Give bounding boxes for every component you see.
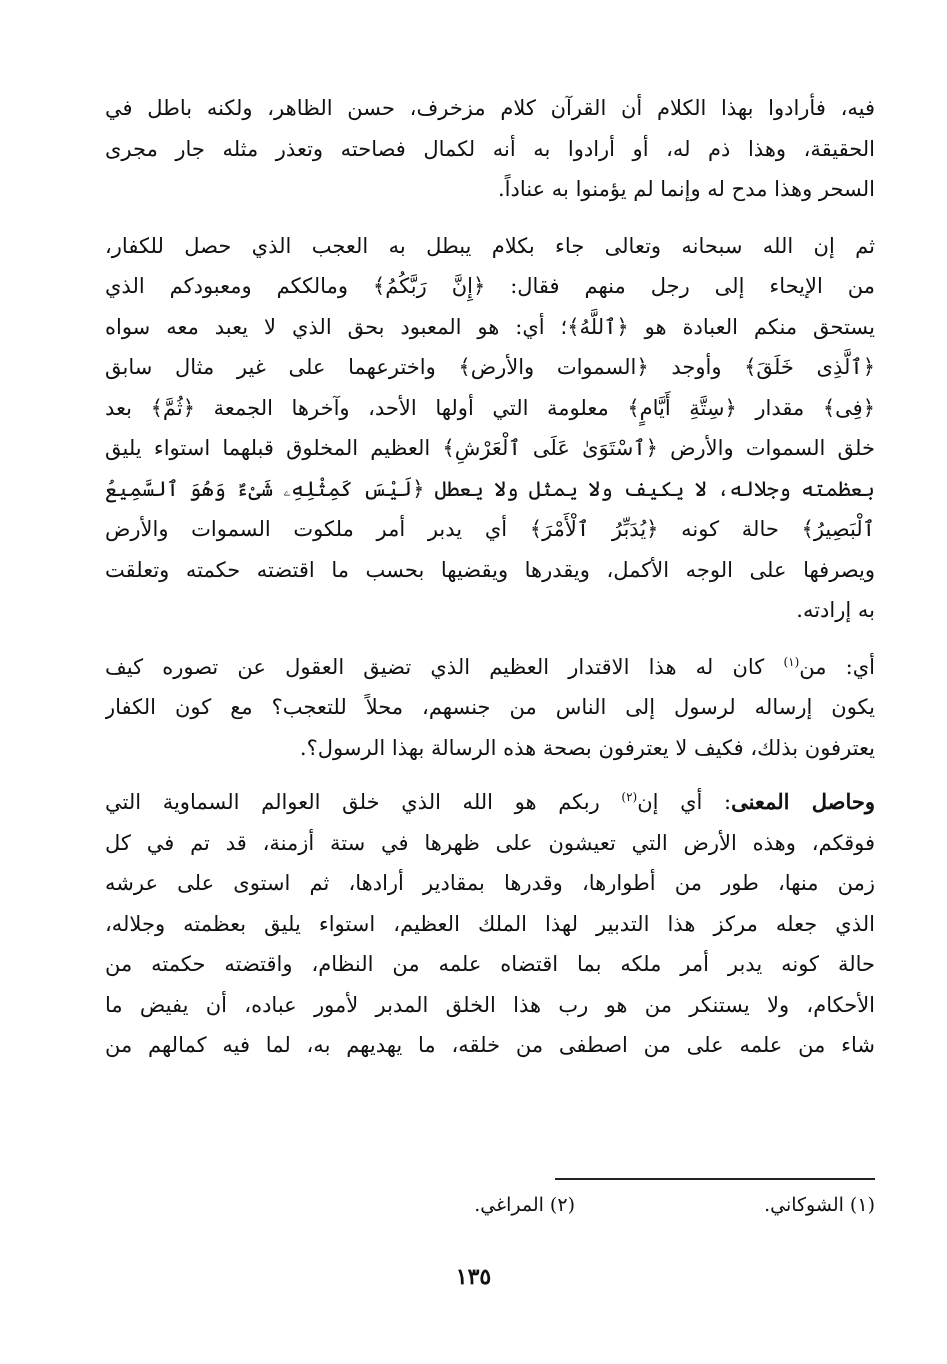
paragraph-1 bbox=[105, 88, 875, 210]
text-line: به إرادته. bbox=[796, 598, 875, 622]
text-line bbox=[105, 647, 875, 688]
text-line: فيه، فأرادوا بهذا الكلام أن القرآن كلام مزخرف، حسن الظاهر، ولكنه باطل في bbox=[105, 96, 875, 120]
text-segment: كان له هذا الاقتدار العظيم الذي تضيق العقول عن تصوره كيف bbox=[105, 654, 765, 679]
text-segment: ربكم هو الله الذي خلق العوالم السماوية التي bbox=[105, 790, 600, 814]
text-line: بعظمته وجلاله، لا يكيف ولا يمثل ولا يعطل ﴿لَيْسَ كَمِثْلِهِۦ شَىْءٌ وَهُوَ ٱلسَّمِيعُ bbox=[105, 476, 875, 501]
footnote-reference: (٢) bbox=[621, 790, 638, 804]
text-line: خلق السموات والأرض ﴿ٱسْتَوَىٰ عَلَى ٱلْعَرْشِ﴾ العظيم المخلوق قبلهما استواء يليق bbox=[105, 436, 875, 460]
text-line: يستحق منكم العبادة هو ﴿ٱللَّهُ﴾؛ أي: هو المعبود بحق الذي لا يعبد معه سواه bbox=[105, 314, 875, 339]
page-number: ١٣٥ bbox=[455, 1264, 492, 1290]
text-line: ٱلْبَصِيرُ﴾ حالة كونه ﴿يُدَبِّرُ ٱلْأَمْرَ﴾ أي يدبر أمر ملكوت السموات والأرض bbox=[105, 517, 875, 541]
footnote-reference: (١) bbox=[783, 654, 800, 669]
page-body bbox=[105, 88, 875, 1066]
text-line: شاء من علمه على من اصطفى من خلقه، ما يهديهم به، لما فيه كمالهم من bbox=[105, 1033, 875, 1057]
lead-phrase: وحاصل المعنى bbox=[731, 789, 875, 814]
text-line: الذي جعله مركز هذا التدبير لهذا الملك العظيم، استواء يليق بعظمته وجلاله، bbox=[105, 911, 875, 936]
text-segment: أي: من bbox=[799, 654, 875, 679]
text-line: الأحكام، ولا يستنكر من هو رب هذا الخلق المدبر لأمور عباده، أن يفيض ما bbox=[105, 992, 875, 1017]
footnote-1: (١) الشوكاني. bbox=[764, 1194, 875, 1216]
text-line: السحر وهذا مدح له وإنما لم يؤمنوا به عناداً. bbox=[498, 177, 875, 201]
text-line bbox=[105, 782, 875, 823]
text-line: ﴿ٱلَّذِى خَلَقَ﴾ وأوجد ﴿السموات والأرض﴾ واخترعهما على غير مثال سابق bbox=[105, 355, 875, 379]
text-line: ﴿فِى﴾ مقدار ﴿سِتَّةِ أَيَّامٍ﴾ معلومة التي أولها الأحد، وآخرها الجمعة ﴿ثُمَّ﴾ بعد bbox=[105, 395, 875, 420]
paragraph-2 bbox=[105, 226, 875, 631]
text-line: يعترفون بذلك، فكيف لا يعترفون بصحة هذه الرسالة بهذا الرسول؟. bbox=[299, 735, 875, 760]
text-line: يكون إرساله لرسول إلى الناس من جنسهم، محلاً للتعجب؟ مع كون الكفار bbox=[105, 695, 875, 719]
paragraph-4 bbox=[105, 782, 875, 1066]
text-line: ثم إن الله سبحانه وتعالى جاء بكلام يبطل به العجب الذي حصل للكفار، bbox=[105, 233, 875, 258]
text-line: حالة كونه يدبر أمر ملكه بما اقتضاه علمه من النظام، واقتضته حكمته من bbox=[105, 952, 875, 976]
footnote-2: (٢) المراغي. bbox=[474, 1194, 575, 1216]
text-segment: : أي إن bbox=[637, 790, 732, 814]
footnote-divider bbox=[555, 1178, 875, 1180]
text-line: فوقكم، وهذه الأرض التي تعيشون على ظهرها في ستة أزمنة، قد تم في كل bbox=[105, 830, 875, 855]
text-line: زمن منها، طور من أطوارها، وقدرها بمقادير أرادها، ثم استوى على عرشه bbox=[105, 871, 875, 895]
text-line: الحقيقة، وهذا ذم له، أو أرادوا به أنه لكمال فصاحته وتعذر مثله جار مجرى bbox=[105, 136, 875, 161]
footnotes bbox=[105, 1188, 875, 1222]
text-line: ويصرفها على الوجه الأكمل، ويقدرها ويقضيها بحسب ما اقتضته حكمته وتعلقت bbox=[105, 557, 875, 582]
text-line: من الإيحاء إلى رجل منهم فقال: ﴿إِنَّ رَبَّكُمُ﴾ ومالككم ومعبودكم الذي bbox=[105, 274, 875, 298]
paragraph-3 bbox=[105, 647, 875, 769]
